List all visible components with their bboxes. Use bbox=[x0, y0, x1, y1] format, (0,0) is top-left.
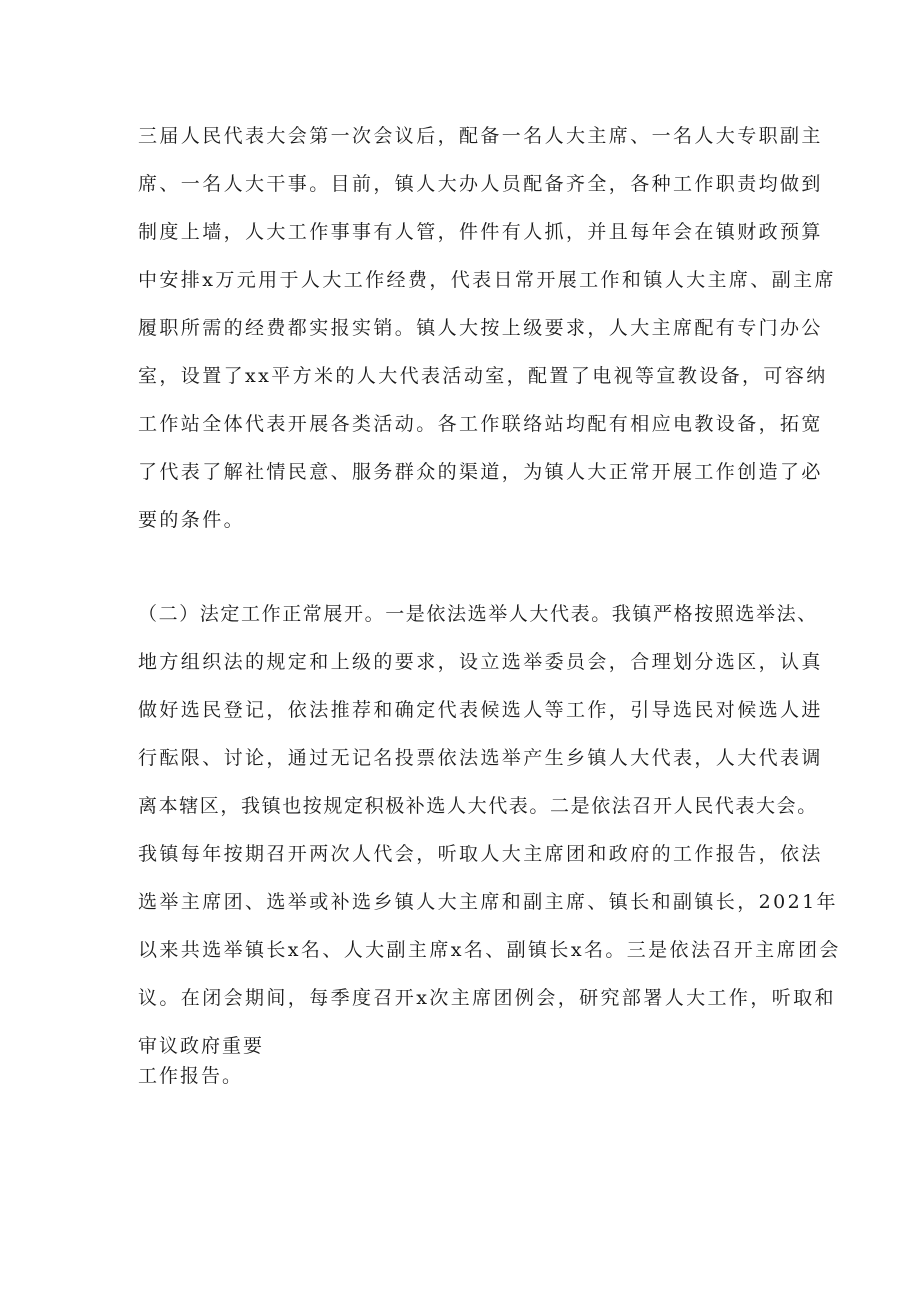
paragraph-2-line-11: 工作报告。 bbox=[138, 1065, 244, 1087]
paragraph-1-line-4: 中安排x万元用于人大工作经费，代表日常开展工作和镇人大主席、副主席 bbox=[138, 269, 836, 291]
paragraph-2-line-8: 以来共选举镇长x名、人大副主席x名、副镇长x名。三是依法召开主席团会 bbox=[138, 939, 841, 961]
paragraph-2-line-6: 我镇每年按期召开两次人代会，听取人大主席团和政府的工作报告，依法 bbox=[138, 843, 823, 865]
paragraph-1-line-3: 制度上墙，人大工作事事有人管，件件有人抓，并且每年会在镇财政预算 bbox=[138, 221, 823, 243]
paragraph-1-line-9: 要的条件。 bbox=[138, 509, 246, 531]
paragraph-2-line-9: 议。在闭会期间，每季度召开x次主席团例会，研究部署人大工作，听取和 bbox=[138, 987, 836, 1009]
paragraph-1-line-7: 工作站全体代表开展各类活动。各工作联络站均配有相应电教设备，拓宽 bbox=[138, 413, 823, 435]
paragraph-1-line-8: 了代表了解社情民意、服务群众的渠道，为镇人大正常开展工作创造了必 bbox=[138, 461, 823, 483]
paragraph-1-line-2: 席、一名人大干事。目前，镇人大办人员配备齐全，各种工作职责均做到 bbox=[138, 173, 823, 195]
paragraph-2-line-7: 选举主席团、选举或补选乡镇人大主席和副主席、镇长和副镇长，2021年 bbox=[138, 891, 838, 913]
paragraph-2-line-5: 离本辖区，我镇也按规定积极补选人大代表。二是依法召开人民代表大会。 bbox=[138, 795, 818, 817]
paragraph-1-line-6: 室，设置了xx平方米的人大代表活动室，配置了电视等宣教设备，可容纳 bbox=[138, 365, 828, 387]
paragraph-2-line-4: 行酝限、讨论，通过无记名投票依法选举产生乡镇人大代表，人大代表调 bbox=[138, 747, 823, 769]
paragraph-2-line-10: 审议政府重要 bbox=[138, 1035, 265, 1057]
paragraph-1-line-1: 三届人民代表大会第一次会议后，配备一名人大主席、一名人大专职副主 bbox=[138, 125, 823, 147]
paragraph-1-line-5: 履职所需的经费都实报实销。镇人大按上级要求，人大主席配有专门办公 bbox=[138, 317, 823, 339]
paragraph-2-line-1: （二）法定工作正常展开。一是依法选举人大代表。我镇严格按照选举法、 bbox=[138, 603, 818, 625]
paragraph-2-line-2: 地方组织法的规定和上级的要求，设立选举委员会，合理划分选区，认真 bbox=[138, 651, 823, 673]
paragraph-2-line-3: 做好选民登记，依法推荐和确定代表候选人等工作，引导选民对候选人进 bbox=[138, 699, 823, 721]
